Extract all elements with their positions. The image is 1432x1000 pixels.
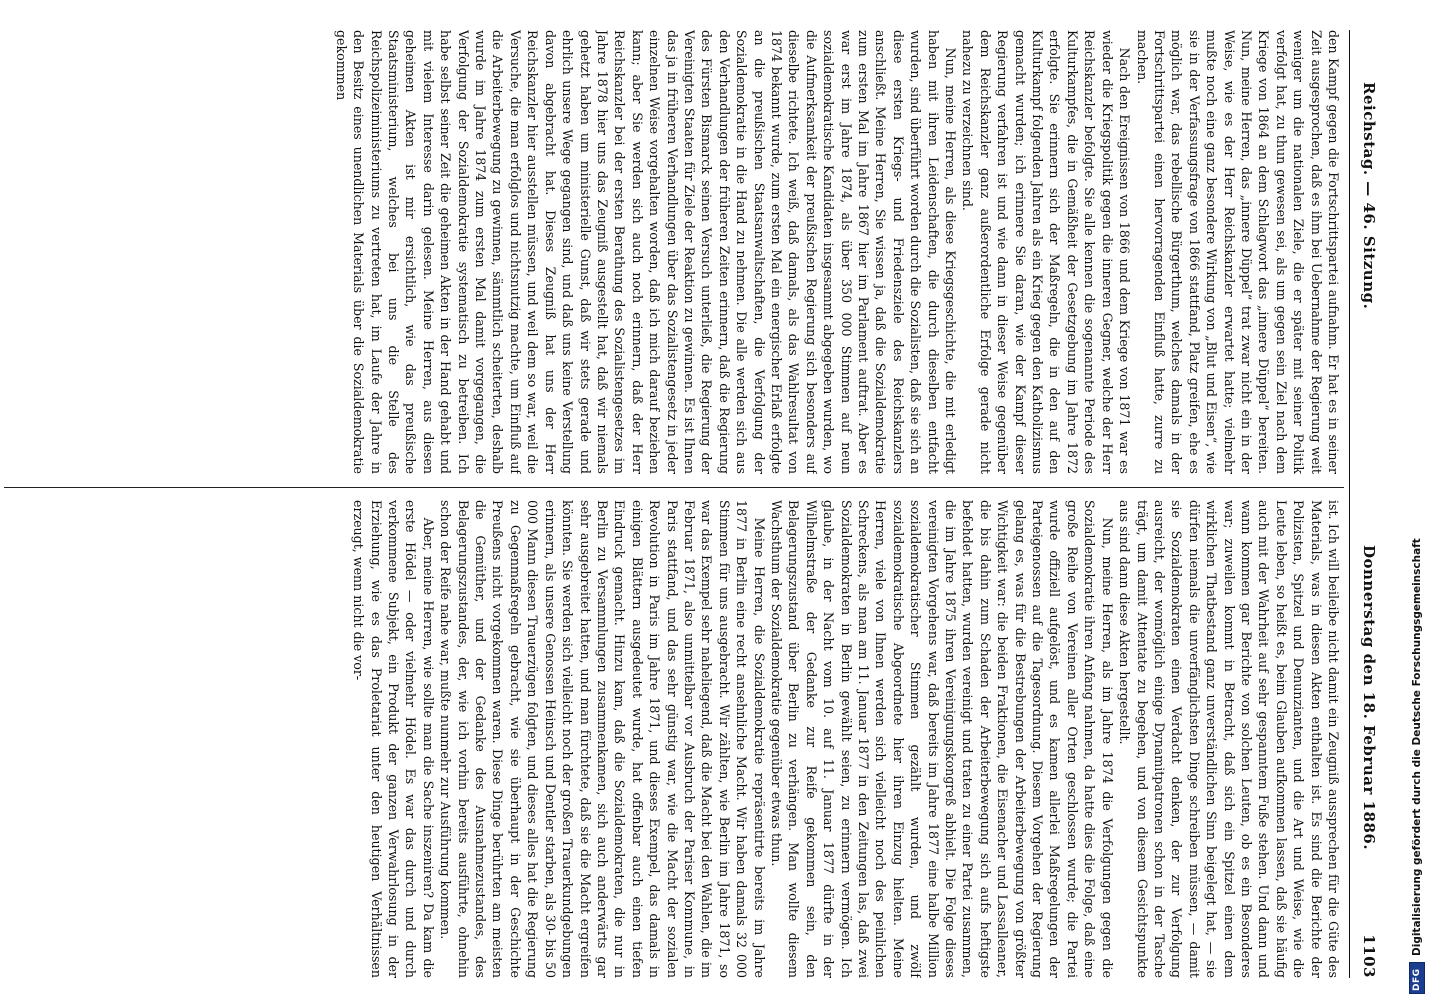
digitization-credit (1404, 0, 1430, 1000)
credit-text: Digitalisierung gefördert durch die Deutsche Forschungsgemeinschaft (1411, 538, 1423, 956)
dfg-logo-icon: DFG (1409, 962, 1425, 994)
page-header (1354, 30, 1384, 978)
paragraph: Aber, meine Herren, wie sollte man die Sache inszeniren? Da kam die erste Hödel — oder vielmehr Hödel. Es war das durch und durch verkommene Subjekt, ein Produkt der ganzen Verwahrlosung in der Erziehung, wie es das Proletariat unter den heutigen Verhältnissen erzeugt, wenn nicht die vor- (351, 500, 436, 978)
paragraph: ist. Ich will beileibe nicht damit ein Zeugniß aussprechen für die Güte des Materials, was in diesen Akten enthalten ist. Es sind die Berichte der Polizisten, Spitzel und Denunzianten, und die Art und Weise, wie die Leute leben, so heißt es, beim Glauben aufkommen lassen, daß sie häufig auch mit der Wahrheit auf sehr gespanntem Fuße stehen. Und dann und wann kommen gar Berichte von solchen Leuten, ob es ein Besonderes war; zuweilen kommt in Betracht, daß sich ein Spitzel einen dem wirklichen Thatbestand ganz unverständlichen Sinn beigelegt hat, — sie dürfen niemals die unverfänglichsten Dinge schreiben müssen, — damit sie Sozialdemokraten einen Verdacht denken, der zur Verfolgung ausreicht, der womöglich einige Dynamitpatronen schon in der Tasche trägt, um damit Attentate zu begehen, und von diesem Gesichtspunkte aus sind dann diese Akten hergestellt. (1117, 500, 1341, 978)
running-title: Reichstag. — 46. Sitzung. (1360, 82, 1378, 310)
column-divider (4, 487, 1344, 488)
paragraph: Meine Herren, die Sozialdemokratie repräsentirte bereits im Jahre 1877 in Berlin eine recht ansehnliche Macht. Wir haben damals 32 000 Stimmen für uns ausgebracht. Wir zählten, wie Berlin im Jahre 1871, so war das Exempel sehr naheliegend, daß die Macht bei den Wahlen, die im Februar 1871, also unmittelbar vor Ausbruch der Pariser Kommune, in Paris stattfand, und das sehr günstig war, wie die Macht der sozialen Revolution in Paris im Jahre 1871, und dieses Exempel, das damals in einigen Blättern ausgedeutet wurde, hat offenbar auch einen tiefen Eindruck gemacht. Hinzu kam, daß die Sozialdemokraten, die nur in Berlin zu Versammlungen zusammenkamen, sich auch anderwärts gar sehr ausgebreitet hatten, und man fürchtete, daß sie die Macht ergreifen könnten. Sie werden sich vielleicht noch der großen Trauerkundgebungen erinnern, als unsere Genossen Heinsch und Dentler starben, als 30- bis 50 000 Mann diesen Trauerzügen folgten, und dieses alles hat die Regierung zu Gegenmaßregeln gebracht, wie sie überhaupt in der Geschichte Preußens nicht vorgekommen waren. Diese Dinge berührten am meisten die Gemüther, und der Gedanke des Ausnahmezustandes, des Belagerungszustandes, der, wie ich vorhin bereits ausführte, ohnehin schon der Reife nahe war, mußte nunmehr zur Ausführung kommen. (438, 500, 767, 978)
paragraph: Nun, meine Herren, als im Jahre 1874 die Verfolgungen gegen die Sozialdemokratie ihren Anfang nahmen, da hatte dies die Folge, daß eine große Reihe von Vereinen aller Orten geschlossen wurde; die Partei wurde offiziell aufgelöst, und es kamen allerlei Maßregelungen der Parteigenossen auf die Tagesordnung. Diesem Vorgehen der Regierung gelang es, was für die Bestrebungen der Arbeiterbewegung von größter Wichtigkeit war: die beiden Fraktionen, die Eisenacher und Lassalleaner, die bis dahin zum Schaden der Arbeiterbewegung sich aufs heftigste befehdet hatten, wurden vereinigt und traten zu einer Partei zusammen, die im Jahre 1875 ihren Vereinigungskongreß abhielt. Die Folge dieses vereinigten Vorgehens war, daß bereits im Jahre 1877 eine halbe Million sozialdemokratischer Stimmen gezählt wurden, und zwölf sozialdemokratische Abgeordnete hier ihren Einzug hielten. Meine Herren, viele von Ihnen werden sich vielleicht noch des peinlichen Schreckens, als man am 11. Januar 1877 in den Zeitungen las, daß zwei Sozialdemokraten in Berlin gewählt seien, zu erinnern vermögen. Ich glaube, in der Nacht vom 10. auf 11. Januar 1877 dürfte in der Wilhelmstraße der Gedanke zur Reife gekommen sein, den Belagerungszustand über Berlin zu verhängen. Man wollte diesem Wachsthum der Sozialdemokratie gegenüber etwas thun. (769, 500, 1115, 978)
paragraph: Nun, meine Herren, als diese Kriegsgeschichte, die mit erledigt haben mit ihren Leidenschaften, die durch dieselben entfacht wurden, sind überführt worden durch die Sozialisten, daß sie sich an diese ersten Kriegs- und Friedensziele des Reichskanzlers anschließt. Meine Herren, Sie wissen ja, daß die Sozialdemokratie zum ersten Mal im Jahre 1867 hier im Parlament auftrat. Aber es war erst im Jahre 1874, als über 350 000 Stimmen auf neun sozialdemokratische Kandidaten insgesammt abgegeben wurden, wo die Aufmerksamkeit der preußischen Regierung sich besonders auf dieselbe richtete. Ich weiß, daß damals, als das Wahlresultat von 1874 bekannt wurde, zum ersten Mal ein energischer Erlaß erfolgte an die preußischen Staatsanwaltschaften, die Verfolgung der Sozialdemokratie in die Hand zu nehmen. Die alle werden sich aus den Verhandlungen der früheren Zeiten erinnern, daß die Regierung des Fürsten Bismarck seinen Versuch unterließ, die Regierung der Vereinigten Staaten für Ziele der Reaktion zu gewinnen. Es ist Ihnen das ja in früheren Verhandlungen über das Sozialistengesetz in jeder einzelnen Weise vorgehalten worden, daß ich mich darauf beziehen kann; aber Sie werden sich auch noch erinnern, daß der Herr Reichskanzler bei der ersten Berathung des Sozialistengesetzes im Jahre 1878 hier uns das Zeugniß ausgestellt hat, daß wir niemals gehetzt haben um ministerielle Gunst, daß wir stets gerade und ehrlich unsere Wege gegangen sind, und daß uns keine Verstellung davon abgebracht hat. Dieses Zeugniß hat uns der Herr Reichskanzler hier ausstellen müssen, und weil dem so war, weil die Versuche, die man erfolglos und nichtsnutzig machte, um Einfluß auf die Arbeiterbewegung zu gewinnen, sämmtlich scheiterten, deshalb wurde im Jahre 1874 zum ersten Mal damit vorgegangen, die Verfolgung der Sozialdemokratie systematisch zu betreiben. Ich habe selbst seiner Zeit die geheimen Akten in der Hand gehabt und mit vielem Interesse darin gelesen. Meine Herren, aus diesen geheimen Akten ist mir ersichtlich, wie das preußische Staatsministerium, welches bei uns die Stelle des Reichspolizeiministeriums zu vertreten hat, im Laufe der Jahre in den Besitz eines unendlichen Materials über die Sozialdemokratie gekommen (333, 30, 959, 474)
paragraph: den Kampf gegen die Fortschrittspartei aufnahm. Er hat es in seiner Zeit ausgesprochen, daß es ihm bei Uebernahme der Regierung weit weniger um die nationalen Ziele, die er später mit seiner Politik verfolgt hat, zu thun gewesen sei, als um gegen sein Ziel nach dem Kriege von 1864 an dem Schlagwort das „innere Düppel“ bereiten. Nun, meine Herren, das „innere Düppel“ trat zwar nicht ein in der Weise, wie es der Herr Reichskanzler erwartet hatte; vielmehr mußte noch eine ganz besondere Wirkung von „Blut und Eisen“, wie sie in der Verfassungsfrage von 1866 stattfand, Platz greifen, ehe es möglich war, das rebellische Bürgerthum, welches damals in der Fortschrittspartei einen hervorragenden Einfluß hatte, zurre zu machen. (1134, 30, 1341, 474)
scanned-page (2, 0, 1392, 1000)
page-number: 1103 (1360, 934, 1378, 978)
paragraph: Nach den Ereignissen von 1866 und dem Kriege von 1871 war es wieder die Kriegspolitik gegen die inneren Gegner, welche der Herr Reichskanzler befolgte. Sie alle kennen die sogenannte Periode des Kulturkampfes, die in Gemäßheit der Gesetzgebung im Jahre 1872 erfolgte. Sie erinnern sich der Maßregeln, die in den auf den Kulturkampf folgenden Jahren als ein Krieg gegen den Katholizismus gemacht wurden; ich erinnere Sie daran, wie der Kampf dieser Regierung verfahren ist und wie dann in dieser Weise gegenüber dem Reichskanzler ganz außerordentliche Erfolge gerade nicht nahezu zu verzeichnen sind. (960, 30, 1133, 474)
header-rule (1349, 30, 1350, 978)
right-text-column (4, 500, 1342, 978)
session-date: Donnerstag den 18. Februar 1886. (1360, 545, 1378, 851)
left-text-column (4, 30, 1342, 474)
